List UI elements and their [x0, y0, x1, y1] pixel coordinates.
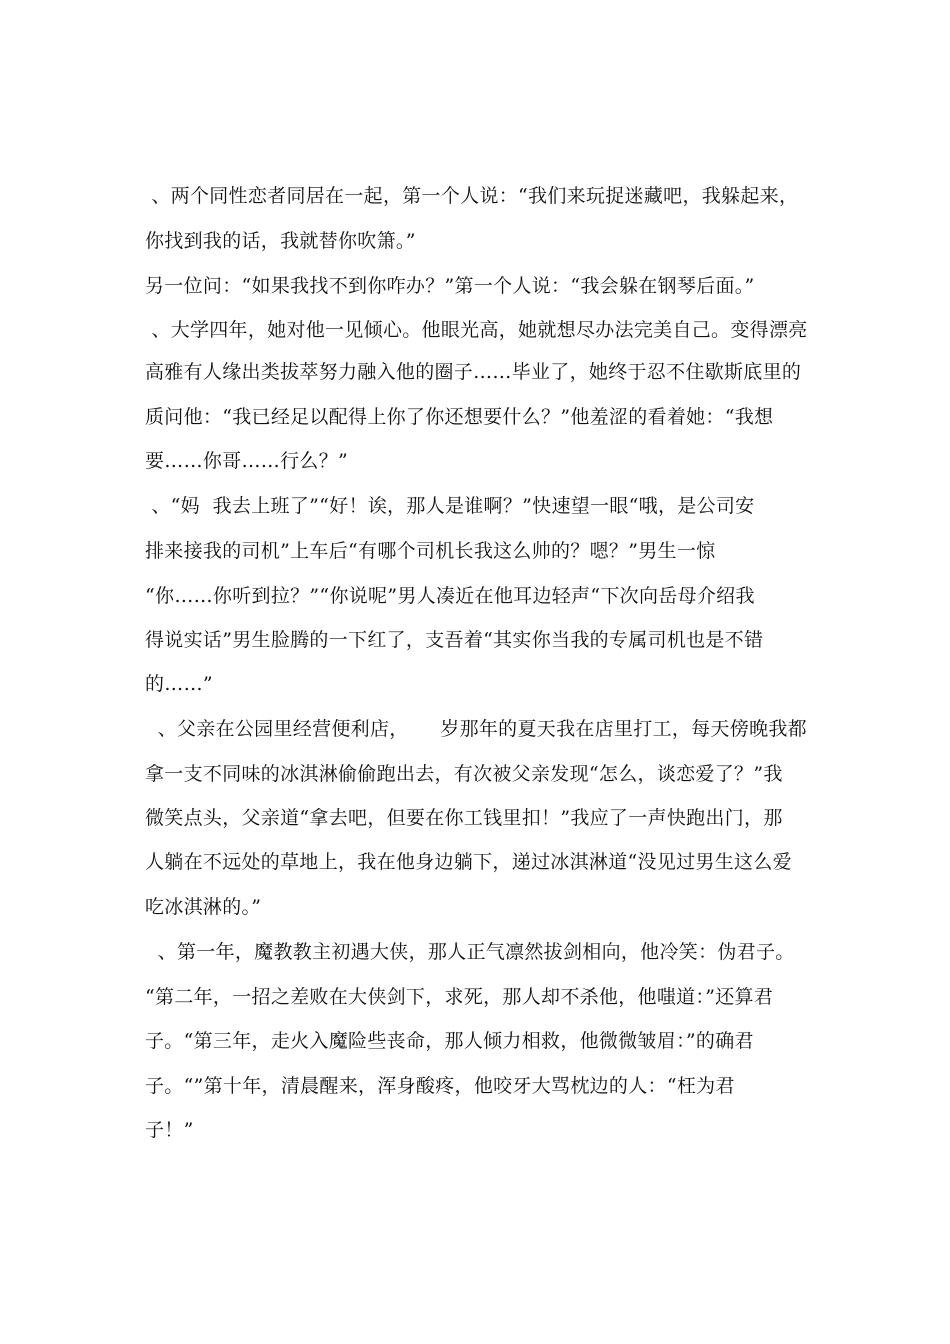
text-line: 排来接我的司机”上车后“有哪个司机长我这么帅的？嗯？”男生一惊	[145, 540, 716, 562]
text-line: 人躺在不远处的草地上，我在他身边躺下，递过冰淇淋道“没见过男生这么爱	[145, 851, 792, 873]
text-line: 拿一支不同味的冰淇淋偷偷跑出去，有次被父亲发现“怎么，谈恋爱了？”我	[145, 763, 783, 785]
text-line: 子。“第三年，走火入魔险些丧命，那人倾力相救，他微微皱眉：”的确君	[145, 1030, 754, 1052]
text-line: 你找到我的话，我就替你吹箫。”	[145, 230, 416, 252]
text-line: 另一位问：“如果我找不到你咋办？”第一个人说：“我会躲在钢琴后面。”	[145, 275, 755, 297]
text-line: 、“妈 我去上班了”“好！诶，那人是谁啊？”快速望一眼“哦，是公司安	[145, 495, 755, 517]
text-line: “你……你听到拉？”“你说呢”男人凑近在他耳边轻声“下次向岳母介绍我	[145, 585, 755, 607]
text-line: 质问他：“我已经足以配得上你了你还想要什么？”他羞涩的看着她：“我想	[145, 406, 774, 428]
text-line: 、第一年，魔教教主初遇大侠，那人正气凛然拔剑相向，他冷笑：伪君子。	[145, 941, 795, 963]
text-line: 、大学四年，她对他一见倾心。他眼光高，她就想尽办法完美自己。变得漂亮	[145, 319, 808, 341]
text-line: 高雅有人缘出类拔萃努力融入他的圈子……毕业了，她终于忍不住歇斯底里的	[145, 361, 802, 383]
text-line: 吃冰淇淋的。”	[145, 896, 262, 918]
text-line: 、父亲在公园里经营便利店， 岁那年的夏天我在店里打工，每天傍晚我都	[145, 718, 807, 740]
text-line: 得说实话”男生脸腾的一下红了，支吾着“其实你当我的专属司机也是不错	[145, 629, 764, 651]
text-line: 、两个同性恋者同居在一起，第一个人说：“我们来玩捉迷藏吧，我躲起来，	[145, 185, 799, 207]
text-line: 子！”	[145, 1119, 194, 1141]
text-line: “第二年，一招之差败在大侠剑下，求死，那人却不杀他，他嗤道：”还算君	[145, 986, 774, 1008]
text-line: 的……”	[145, 673, 213, 695]
text-line: 子。“”第十年，清晨醒来，浑身酸疼，他咬牙大骂枕边的人：“枉为君	[145, 1075, 735, 1097]
text-line: 要……你哥……行么？”	[145, 450, 349, 472]
text-line: 微笑点头，父亲道“拿去吧，但要在你工钱里扣！”我应了一声快跑出门，那	[145, 807, 783, 829]
